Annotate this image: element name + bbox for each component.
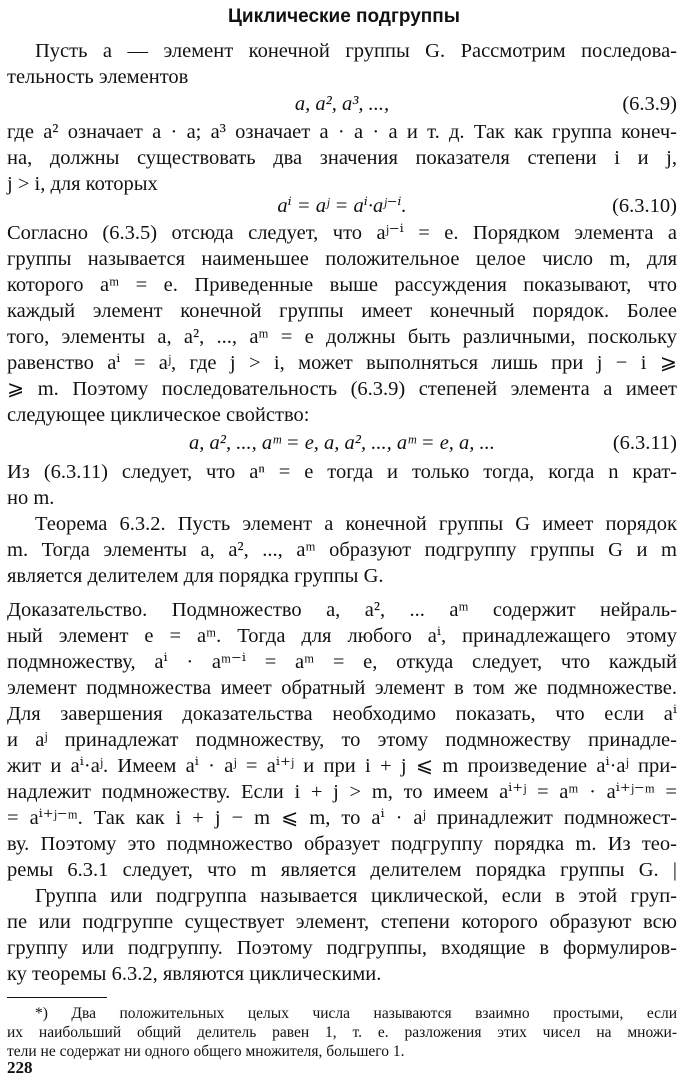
proof-line: жит и aⁱ·aʲ. Имеем aⁱ · aʲ = aⁱ⁺ʲ и при i + j ⩽ m произведение aⁱ·aʲ при- [7,755,677,777]
text-line: Из (6.3.11) следует, что aⁿ = e тогда и только тогда, когда n крат- [7,461,677,483]
proof-line: надлежит подмножеству. Если i + j > m, то имеем aⁱ⁺ʲ = aᵐ · aⁱ⁺ʲ⁻ᵐ = [7,781,677,803]
proof-line: и aʲ принадлежат подмножеству, то этому подмножеству принадле- [7,729,677,751]
footnote-rule [7,997,107,998]
footnote-line: *) Два положительных целых числа называются взаимно простыми, если [35,1005,677,1022]
proof-line: ремы 6.3.1 следует, что m является делителем порядка группы G. | [7,859,677,881]
theorem-line: является делителем для порядка группы G. [7,565,384,587]
equation-6-3-11 [7,430,677,456]
equation-number: (6.3.9) [622,93,677,115]
footnote-line: их наибольший общий делитель равен 1, т. е. разложения этих чисел на множи- [7,1024,677,1041]
text-line: Согласно (6.3.5) отсюда следует, что aʲ⁻ⁱ = e. Порядком элемента a [7,222,677,244]
proof-line: ный элемент e = aᵐ. Тогда для любого aⁱ, принадлежащего этому [7,625,677,647]
text-line: Пусть a — элемент конечной группы G. Рассмотрим последова- [35,40,677,62]
footnote-line: тели не содержат ни одного общего множителя, большего 1. [7,1043,405,1060]
text-line: Группа или подгруппа называется циклической, если в этой груп- [35,885,677,907]
proof-line: подмножеству, aⁱ · aᵐ⁻ⁱ = aᵐ = e, откуда следует, что каждый [7,651,677,673]
equation-expression: a, a², a³, ..., [294,93,390,115]
theorem-line: Теорема 6.3.2. Пусть элемент a конечной группы G имеет порядок [35,513,677,535]
equation-number: (6.3.10) [612,195,677,217]
text-line: j > i, для которых [7,173,158,195]
equation-number: (6.3.11) [612,432,677,454]
proof-line: Доказательство. Подмножество a, a², ... aᵐ содержит нейраль- [7,599,677,621]
text-line: равенство aⁱ = aʲ, где j > i, может выполняться лишь при j − i ⩾ [7,352,677,374]
equation-6-3-10 [7,193,677,219]
text-line: на, должны существовать два значения показателя степени i и j, [7,147,677,169]
text-line: того, элементы a, a², ..., aᵐ = e должны быть различными, поскольку [7,326,677,348]
text-line: ⩾ m. Поэтому последовательность (6.3.9) степеней элемента a имеет [7,378,677,400]
text-line: группу или подгруппу. Поэтому подгруппы, входящие в формулиров- [7,937,677,959]
text-line: ку теоремы 6.3.2, являются циклическими. [7,963,382,985]
proof-line: = aⁱ⁺ʲ⁻ᵐ. Так как i + j − m ⩽ m, то aⁱ · aʲ принадлежит подмножест- [7,807,677,829]
proof-line: элемент подмножества имеет обратный элемент в том же подмножестве. [7,677,677,699]
text-line: группы называется наименьшее положительное целое число m, для [7,248,677,270]
proof-line: ву. Поэтому это подмножество образует подгруппу порядка m. Из тео- [7,833,677,855]
equation-expression: a, a², ..., aᵐ = e, a, a², ..., aᵐ = e, a, ... [189,432,495,454]
text-line: следующее циклическое свойство: [7,404,310,426]
text-line: которого aᵐ = e. Приведенные выше рассуждения показывают, что [7,274,677,296]
text-line: тельность элементов [7,66,189,88]
section-title: Циклические подгруппы [228,6,460,27]
theorem-line: m. Тогда элементы a, a², ..., aᵐ образуют подгруппу группы G и m [7,539,677,561]
text-line: каждый элемент конечной группы имеет конечный порядок. Более [7,300,677,322]
page-number: 228 [7,1058,33,1077]
proof-line: Для завершения доказательства необходимо показать, что если aⁱ [7,703,677,725]
equation-expression: aⁱ = aʲ = aⁱ·aʲ⁻ⁱ. [277,195,407,217]
text-line: где a² означает a · a; a³ означает a · a · a и т. д. Так как группа конеч- [7,121,677,143]
equation-6-3-9 [7,91,677,117]
text-line: пе или подгруппе существует элемент, степени которого образуют всю [7,911,677,933]
text-line: но m. [7,487,55,509]
